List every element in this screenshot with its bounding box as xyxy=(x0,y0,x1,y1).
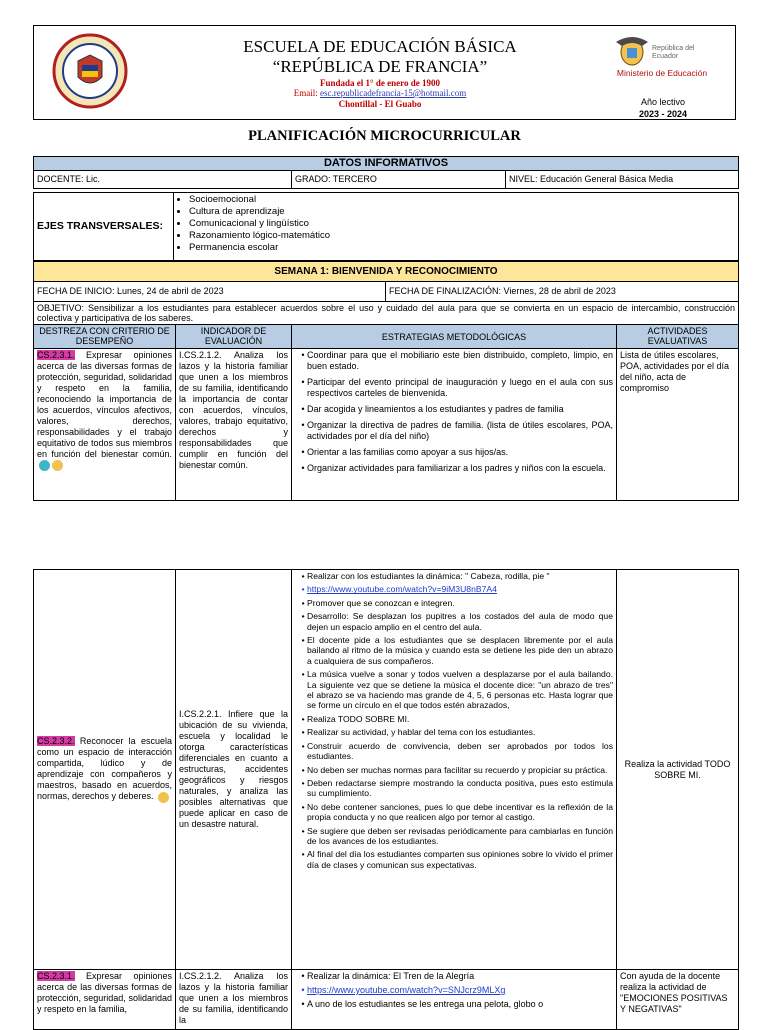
estrategia-item: • No deben ser muchas normas para facilitar su recuerdo y propiciar su práctica. xyxy=(307,765,613,775)
eje-item: • Permanencia escolar xyxy=(189,242,735,254)
end-date: FECHA DE FINALIZACIÓN: Viernes, 28 de abril de 2023 xyxy=(386,282,739,302)
school-year xyxy=(618,96,708,120)
estrategia-item: • No debe contener sanciones, pues lo que debe incentivar es la reflexión de la propia conducta y no que realicen algo por temor al castigo. xyxy=(307,802,613,823)
indicador-cell: I.CS.2.1.2. Analiza los lazos y la historia familiar que unen a los miembros de su familia, identificando la importancia de contar con acuerdos, vínculos, valores, trabajo equitativo, derechos y responsabilidades que cumplir en función del bienestar común. xyxy=(176,349,292,501)
estrategias-list xyxy=(295,350,613,474)
estrategia-item: • Se sugiere que deben ser revisadas periódicamente para cambiarlas en función de los avances de los estudiantes. xyxy=(307,826,613,847)
planning-table-1 xyxy=(33,324,739,501)
section-title: DATOS INFORMATIVOS xyxy=(34,157,739,171)
col-indicador: INDICADOR DE EVALUACIÓN xyxy=(176,325,292,349)
c-badge-icon xyxy=(39,460,50,471)
estrategia-item: • Realiza TODO SOBRE MI. xyxy=(307,714,613,724)
ejes-table xyxy=(33,192,739,261)
ejes-label: EJES TRANSVERSALES: xyxy=(34,193,174,261)
estrategias-cell xyxy=(292,970,617,1030)
actividades-cell: Lista de útiles escolares, POA, actividades por el día del niño, acta de compromiso xyxy=(617,349,739,501)
estrategia-item: • Desarrollo: Se desplazan los pupitres a los costados del aula de modo que dejen un espacio amplio en el centro del aula. xyxy=(307,611,613,632)
nivel-cell: NIVEL: Educación General Básica Media xyxy=(506,171,739,189)
destreza-cell xyxy=(34,349,176,501)
eje-item: • Cultura de aprendizaje xyxy=(189,206,735,218)
estrategia-item: • Deben redactarse siempre mostrando la conducta positiva, pues esto estimula su cumplimiento. xyxy=(307,778,613,799)
estrategia-item: • A uno de los estudiantes se les entrega una pelota, globo o xyxy=(307,999,613,1010)
destreza-code: CS.2.3.1. xyxy=(37,971,75,981)
planning-table-2 xyxy=(33,569,739,1030)
estrategia-item: • Promover que se conozcan e integren. xyxy=(307,598,613,608)
indicador-cell: I.CS.2.2.1. Infiere que la ubicación de su vivienda, escuela y localidad le otorga características diferenciales en cuanto a estructuras, accidentes geográficos y riesgos naturales, y analiza las posibles alternativas que puede aplicar en caso de un desastre natural. xyxy=(176,570,292,970)
school-seal-logo xyxy=(52,33,128,109)
email-line xyxy=(150,88,610,98)
year-label: Año lectivo xyxy=(640,97,686,107)
video-link[interactable]: • https://www.youtube.com/watch?v=SNJcrz9MLXg xyxy=(307,985,613,996)
eje-item: • Socioemocional xyxy=(189,194,735,206)
estrategia-item: • Realizar con los estudiantes la dinámica: " Cabeza, rodilla, pie " xyxy=(307,571,613,581)
estrategias-cell xyxy=(292,349,617,501)
objetivo: OBJETIVO: Sensibilizar a los estudiantes para establecer acuerdos sobre el uso y cuidado del aula para que se convierta en un espacio de intercambio, construcción colectiva y participativa de los saberes. xyxy=(34,302,739,325)
founded-date: Fundada el 1° de enero de 1900 xyxy=(320,78,440,88)
ejes-list xyxy=(177,194,735,254)
school-name-line2: “REPÚBLICA DE FRANCIA” xyxy=(272,57,488,76)
ecuador-coat-of-arms-icon xyxy=(612,34,652,68)
estrategia-item: • El docente pide a los estudiantes que se desplacen libremente por el aula bailando al ritmo de la música y cuando esta se detiene les pide den un abrazo a cualquiera de sus compañeros. xyxy=(307,635,613,666)
doc-title: PLANIFICACIÓN MICROCURRICULAR xyxy=(248,128,521,144)
star-badge-icon xyxy=(52,460,63,471)
destreza-code: CS.2.3.1. xyxy=(37,350,75,360)
email-label: Email: xyxy=(293,88,318,98)
eje-item: • Razonamiento lógico-matemático xyxy=(189,230,735,242)
destreza-cell xyxy=(34,570,176,970)
estrategia-item: • Organizar la directiva de padres de familia. (lista de útiles escolares, POA, actividades por el día del niño) xyxy=(307,420,613,442)
estrategia-item: • La música vuelve a sonar y todos vuelven a desplazarse por el aula bailando. La siguiente vez que se detiene la música el docente dice: "un abrazo de tres" el abrazo se va haciendo mas grande de 4, 5, 6 personas etc. Hasta lograr que se forme un círculo en el que todos estén abrazados, xyxy=(307,669,613,711)
email-link[interactable]: esc.republicadefrancia-15@hotmail.com xyxy=(320,88,467,98)
estrategias-cell xyxy=(292,570,617,970)
destreza-code: CS.2.3.2. xyxy=(37,736,75,747)
estrategia-item: • Organizar actividades para familiarizar a los padres y niños con la escuela. xyxy=(307,463,613,474)
destreza-text: Expresar opiniones acerca de las diversas formas de protección, seguridad, solidaridad y respeto en la familia, reconociendo la importancia de los acuerdos, vínculos afectivos, valores, derechos, responsabilidades y el trabajo equitativo de todos sus miembros en función del bienestar común. xyxy=(37,350,172,459)
estrategia-item: • Al final del día los estudiantes comparten sus opiniones sobre lo vivido el primer día de clases y comunican sus expectativas. xyxy=(307,849,613,870)
ministry-name: Ministerio de Educación xyxy=(616,68,708,78)
eje-item: • Comunicacional y lingüístico xyxy=(189,218,735,230)
estrategia-item: • Dar acogida y lineamientos a los estudiantes y padres de familia xyxy=(307,404,613,415)
year-value: 2023 - 2024 xyxy=(638,109,688,119)
school-name-line1: ESCUELA DE EDUCACIÓN BÁSICA xyxy=(243,37,517,56)
estrategia-item: • Participar del evento principal de inauguración y luego en el aula con sus respectivos carteles de bienvenida. xyxy=(307,377,613,399)
week-title: SEMANA 1: BIENVENIDA Y RECONOCIMIENTO xyxy=(34,262,739,282)
destreza-text: Expresar opiniones acerca de las diversas formas de protección, seguridad, solidaridad y respeto en la familia, xyxy=(37,971,172,1014)
grado-cell: GRADO: TERCERO xyxy=(292,171,506,189)
ministry-country: República del Ecuador xyxy=(652,45,695,60)
estrategias-list xyxy=(295,571,613,870)
indicador-cell: I.CS.2.1.2. Analiza los lazos y la historia familiar que unen a los miembros de su familia, identificando la xyxy=(176,970,292,1030)
estrategia-item: • Realizar su actividad, y hablar del tema con los estudiantes. xyxy=(307,727,613,737)
estrategia-item: • Orientar a las familias como apoyar a sus hijos/as. xyxy=(307,447,613,458)
estrategia-item: • Realizar la dinámica: El Tren de la Alegría xyxy=(307,971,613,982)
star-badge-icon xyxy=(158,792,169,803)
video-link[interactable]: • https://www.youtube.com/watch?v=9iM3U8nB7A4 xyxy=(307,584,613,594)
week-table xyxy=(33,261,739,325)
estrategia-item: • Construir acuerdo de convivencia, deben ser aprobados por todos los estudiantes. xyxy=(307,741,613,762)
city: Chontillal - El Guabo xyxy=(338,99,422,109)
actividades-cell: Realiza la actividad TODO SOBRE MI. xyxy=(617,570,739,970)
estrategia-item: • Coordinar para que el mobiliario este bien distribuido, completo, limpio, en buen estado. xyxy=(307,350,613,372)
actividades-cell: Con ayuda de la docente realiza la actividad de "EMOCIONES POSITIVAS Y NEGATIVAS" xyxy=(617,970,739,1030)
info-table xyxy=(33,156,739,189)
col-destreza: DESTREZA CON CRITERIO DE DESEMPEÑO xyxy=(34,325,176,349)
destreza-cell xyxy=(34,970,176,1030)
docente-cell: DOCENTE: Lic. xyxy=(34,171,292,189)
start-date: FECHA DE INICIO: Lunes, 24 de abril de 2023 xyxy=(34,282,386,302)
ejes-list-cell xyxy=(174,193,739,261)
col-estrategias: ESTRATEGIAS METODOLÓGICAS xyxy=(292,325,617,349)
estrategias-list xyxy=(295,971,613,1010)
destreza-text: Reconocer la escuela como un espacio de interacción compartida, lúdico y de aprendizaje con compañeros y maestros, basado en acuerdos, normas, derechos y deberes. xyxy=(37,736,172,802)
col-actividades: ACTIVIDADES EVALUATIVAS xyxy=(617,325,739,349)
